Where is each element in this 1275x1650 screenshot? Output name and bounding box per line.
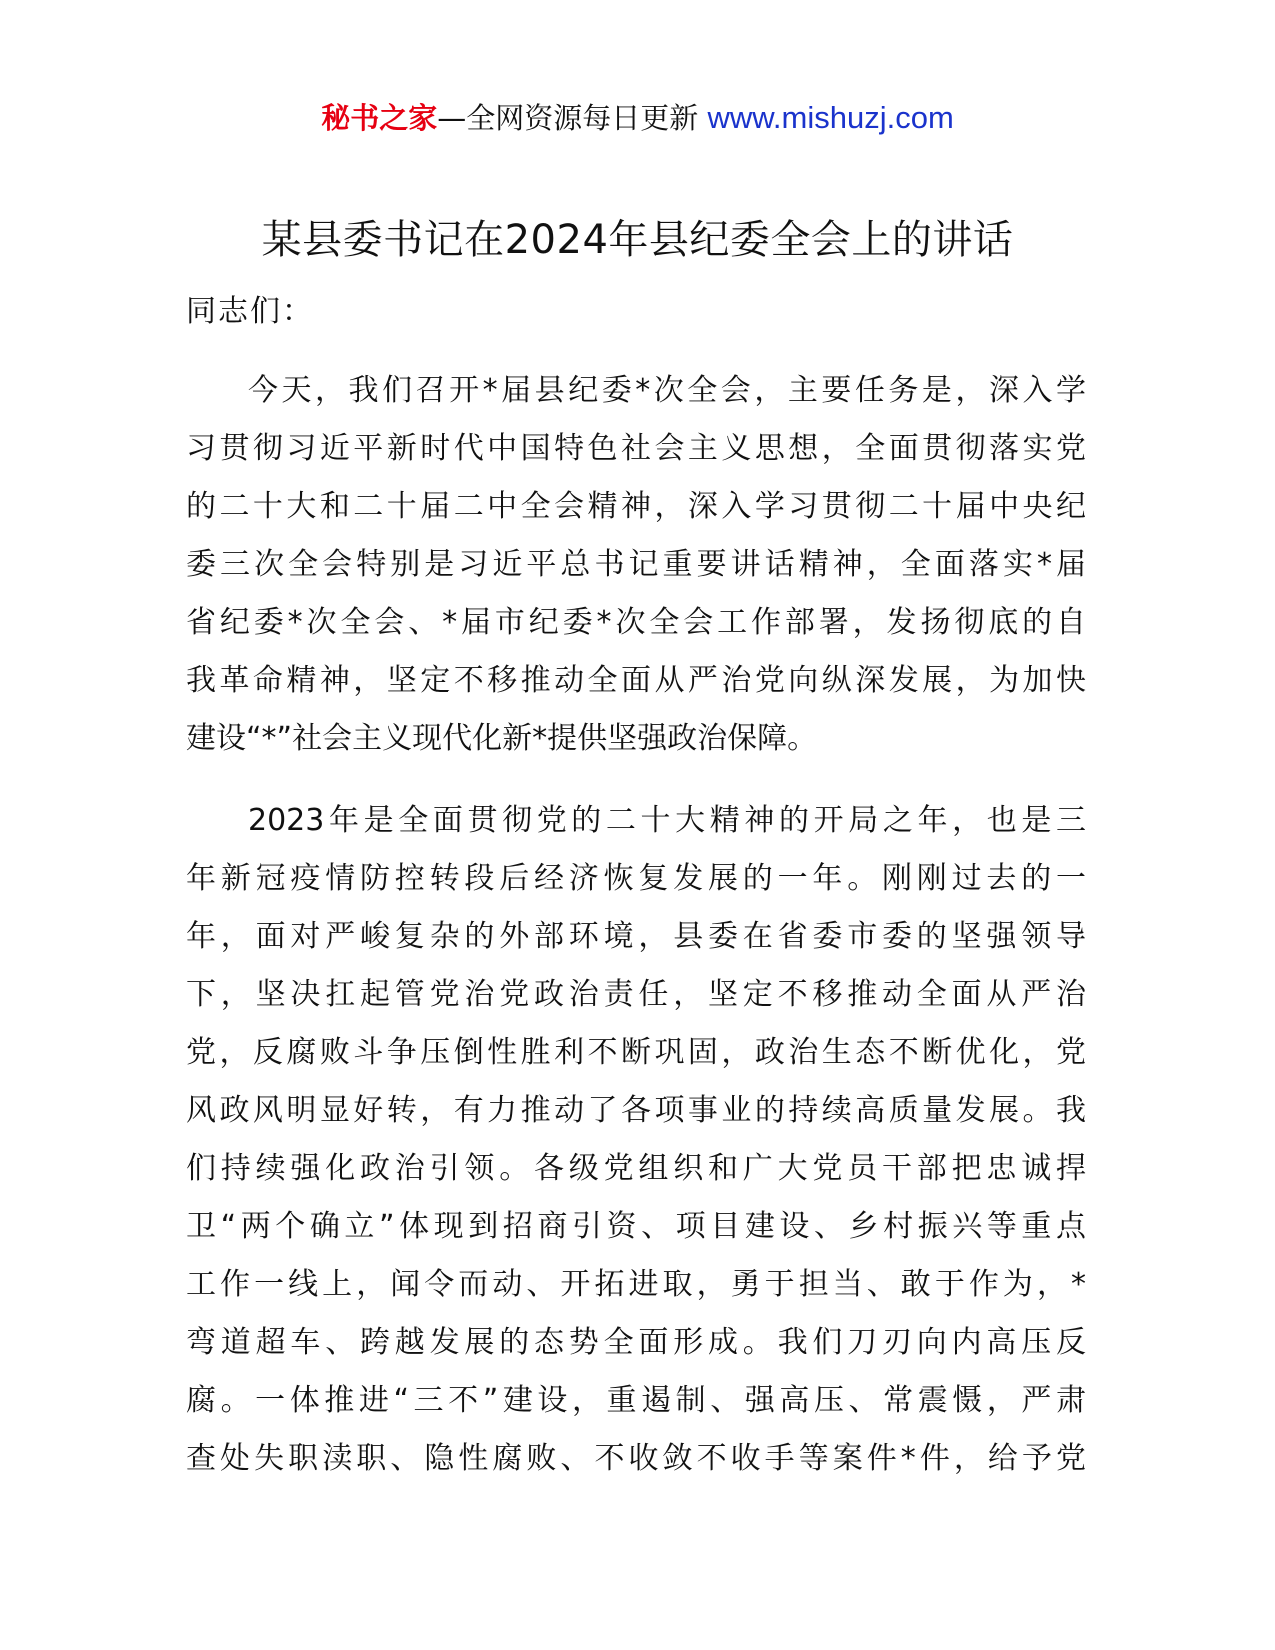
paragraph-line: 查处失职渎职、隐性腐败、不收敛不收手等案件*件，给予党 [186,1441,1086,1476]
salutation: 同志们： [186,294,314,329]
paragraph-line: 习贯彻习近平新时代中国特色社会主义思想，全面贯彻落实党 [186,431,1086,466]
header-tagline: —全网资源每日更新 [437,101,708,135]
paragraph-line: 下，坚决扛起管党治党政治责任，坚定不移推动全面从严治 [186,977,1086,1012]
paragraph-line: 工作一线上，闻令而动、开拓进取，勇于担当、敢于作为，* [186,1267,1086,1302]
paragraph-2 [186,792,1086,1488]
site-header [0,98,1275,138]
paragraph-line: 党，反腐败斗争压倒性胜利不断巩固，政治生态不断优化，党 [186,1035,1086,1070]
paragraph-line: 建设“*”社会主义现代化新*提供坚强政治保障。 [186,721,818,756]
paragraph-line: 们持续强化政治引领。各级党组织和广大党员干部把忠诚捍 [186,1151,1086,1186]
paragraph-line: 年，面对严峻复杂的外部环境，县委在省委市委的坚强领导 [186,919,1086,954]
site-url-link[interactable]: www.mishuzj.com [707,100,954,135]
paragraph-line: 委三次全会特别是习近平总书记重要讲话精神，全面落实*届 [186,547,1086,582]
paragraph-line: 弯道超车、跨越发展的态势全面形成。我们刀刃向内高压反 [186,1325,1086,1360]
brand-name: 秘书之家 [321,101,438,135]
paragraph-1 [186,362,1086,768]
paragraph-line: 腐。一体推进“三不”建设，重遏制、强高压、常震慑，严肃 [186,1383,1086,1418]
paragraph-line: 省纪委*次全会、*届市纪委*次全会工作部署，发扬彻底的自 [186,605,1086,640]
paragraph-line: 卫“两个确立”体现到招商引资、项目建设、乡村振兴等重点 [186,1209,1086,1244]
document-title: 某县委书记在2024年县纪委全会上的讲话 [261,217,1014,263]
paragraph-line: 今天，我们召开*届县纪委*次全会，主要任务是，深入学 [248,373,1086,408]
paragraph-line: 的二十大和二十届二中全会精神，深入学习贯彻二十届中央纪 [186,489,1086,524]
paragraph-line: 年新冠疫情防控转段后经济恢复发展的一年。刚刚过去的一 [186,861,1086,896]
paragraph-line: 风政风明显好转，有力推动了各项事业的持续高质量发展。我 [186,1093,1086,1128]
paragraph-line: 我革命精神，坚定不移推动全面从严治党向纵深发展，为加快 [186,663,1086,698]
paragraph-line: 2023年是全面贯彻党的二十大精神的开局之年，也是三 [248,803,1086,838]
